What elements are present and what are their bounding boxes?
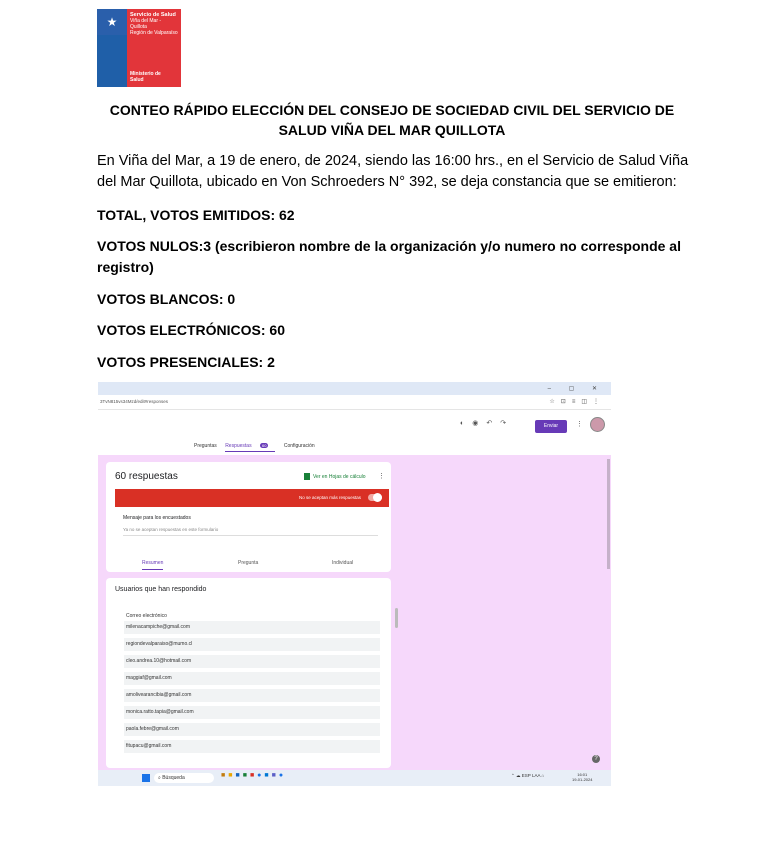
sheets-link-label: Ver en Hojas de cálculo xyxy=(313,473,366,480)
message-input[interactable]: Ya no se aceptan respuestas en este formulario xyxy=(123,527,378,536)
responses-title: 60 respuestas xyxy=(115,471,178,482)
logo-ministry xyxy=(130,71,161,83)
forms-header xyxy=(98,410,611,455)
sheets-link[interactable] xyxy=(304,473,366,480)
send-button[interactable]: Enviar xyxy=(535,420,567,433)
tab-configuracion[interactable]: Configuración xyxy=(283,443,315,449)
logo-text-block xyxy=(127,9,181,87)
responses-summary-card xyxy=(106,462,391,572)
taskbar-search[interactable] xyxy=(154,773,214,783)
tab-respuestas[interactable] xyxy=(225,443,275,452)
table-row: maggiaf@gmail.com xyxy=(124,672,380,685)
clock-time: 16:01 xyxy=(577,772,588,777)
tab-respuestas-label: Respuestas xyxy=(225,443,252,449)
subtab-pregunta[interactable]: Pregunta xyxy=(238,560,259,566)
window-titlebar xyxy=(98,382,611,395)
document-title: CONTEO RÁPIDO ELECCIÓN DEL CONSEJO DE SOCIEDAD CIVIL DEL SERVICIO DE SALUD VIÑA DEL MAR QUILLOTA xyxy=(109,102,675,138)
card-more-icon[interactable]: ⋮ xyxy=(378,473,385,480)
list-scrollbar[interactable] xyxy=(395,608,398,628)
browser-toolbar-icons[interactable]: ☆⊡≡◫⋮ xyxy=(549,399,605,405)
total-votes: TOTAL, VOTOS EMITIDOS: 62 xyxy=(97,207,295,223)
logo-line: Servicio de Salud xyxy=(130,12,176,18)
taskbar xyxy=(98,770,611,786)
logo-ministry-line: Salud xyxy=(130,77,144,83)
null-votes: VOTOS NULOS:3 (escribieron nombre de la organización y/o numero no corresponde al registro) xyxy=(97,238,681,275)
subtab-individual[interactable]: Individual xyxy=(332,560,354,566)
avatar[interactable] xyxy=(590,417,605,432)
language-region: LAA xyxy=(531,773,541,778)
subtab-resumen[interactable]: Resumen xyxy=(142,560,163,570)
logo-flag-strip xyxy=(97,9,127,87)
palette-preview-undo-redo-icons[interactable]: ◐◉↶↷ xyxy=(460,420,515,427)
taskbar-app-icons[interactable]: ■■■■■●■■● xyxy=(221,772,287,779)
accepting-responses-band xyxy=(115,489,389,507)
windows-start-icon[interactable] xyxy=(142,774,150,782)
table-row: cleo.andrea.10@hotmail.com xyxy=(124,655,380,668)
tab-preguntas[interactable]: Preguntas xyxy=(194,443,217,449)
star-icon: ★ xyxy=(97,9,127,35)
form-tabs xyxy=(194,443,322,449)
respondents-card xyxy=(106,578,391,768)
table-row: regiondevalparaiso@mumo.cl xyxy=(124,638,380,651)
page-scrollbar[interactable] xyxy=(607,459,610,569)
table-row: monica.ratto.tapia@gmail.com xyxy=(124,706,380,719)
logo-ministry-line: Ministerio de xyxy=(130,71,161,77)
sheets-icon xyxy=(304,473,310,480)
logo-line: Región de Valparaíso xyxy=(130,30,178,36)
ministry-logo xyxy=(97,9,181,87)
responses-count-badge: 60 xyxy=(261,443,267,448)
message-label: Mensaje para los encuestados xyxy=(123,515,191,521)
url-text[interactable]: 3TvN815vs34Mzd/edit#responses xyxy=(100,399,169,404)
search-icon: ⌕ xyxy=(158,775,163,781)
window-controls[interactable]: – ▢ ✕ xyxy=(547,386,605,392)
system-tray[interactable]: ⌃ ☁ ESP LAA ⌂ xyxy=(511,773,545,778)
respondents-title: Usuarios que han respondido xyxy=(115,586,207,593)
blank-votes: VOTOS BLANCOS: 0 xyxy=(97,291,236,307)
table-row: milenacampiche@gmail.com xyxy=(124,621,380,634)
logo-line: Quillota xyxy=(130,24,147,30)
taskbar-search-label: Búsqueda xyxy=(162,775,185,781)
clock-date: 19-01-2024 xyxy=(572,777,593,782)
in-person-votes: VOTOS PRESENCIALES: 2 xyxy=(97,354,275,370)
email-column-header: Correo electrónico xyxy=(126,613,167,619)
help-icon[interactable]: ? xyxy=(592,755,600,763)
address-bar xyxy=(98,395,611,410)
accepting-responses-toggle[interactable] xyxy=(368,494,382,501)
document-paragraph: En Viña del Mar, a 19 de enero, de 2024, siendo las 16:00 hrs., en el Servicio de Salud Viña del Mar Quillota, ubicado en Von Schroeders N° 392, se deja constancia que se emitieron: xyxy=(97,153,689,190)
table-row: amolivearancibia@gmail.com xyxy=(124,689,380,702)
more-options-icon[interactable]: ⋮ xyxy=(576,421,583,428)
logo-line: Viña del Mar - xyxy=(130,18,162,24)
language-indicator: ESP xyxy=(521,773,531,778)
table-row: paola.febre@gmail.com xyxy=(124,723,380,736)
taskbar-clock[interactable] xyxy=(572,772,592,782)
electronic-votes: VOTOS ELECTRÓNICOS: 60 xyxy=(97,322,285,338)
embedded-screenshot xyxy=(98,382,611,786)
table-row: fitupacu@gmail.com xyxy=(124,740,380,753)
accepting-responses-label: No se aceptan más respuestas xyxy=(298,495,361,500)
